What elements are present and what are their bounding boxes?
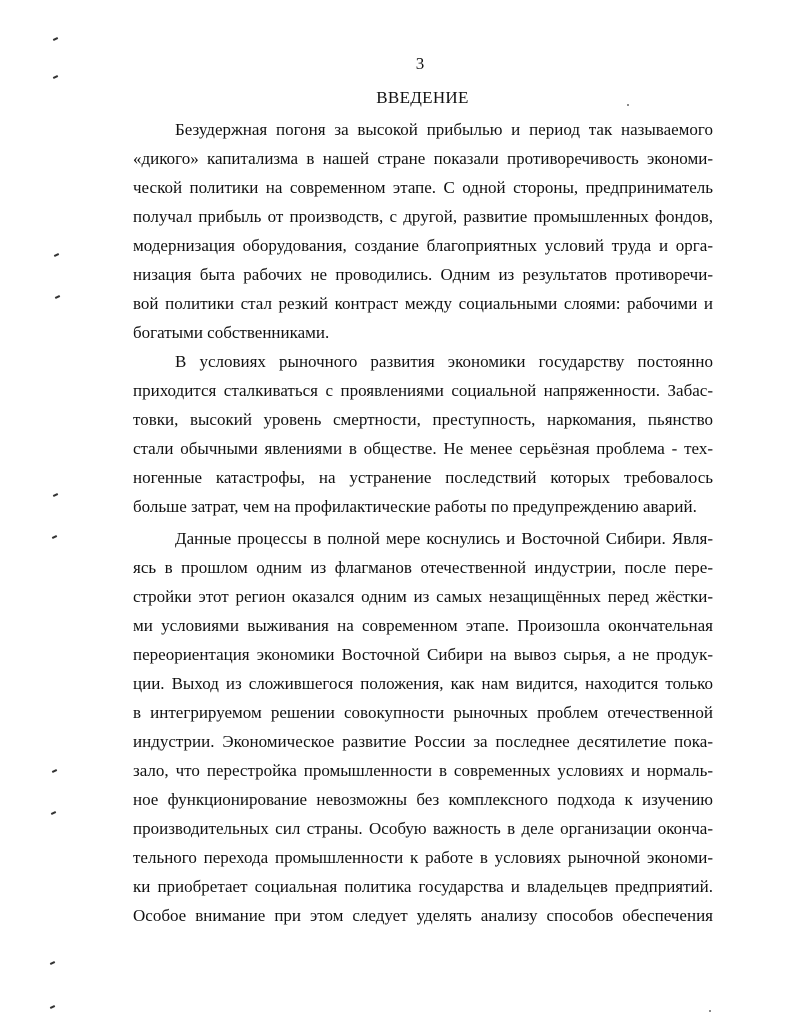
- text-line: производительных сил страны. Особую важность в деле организации оконча-: [133, 819, 713, 838]
- scan-speck: [55, 295, 60, 299]
- text-line: ногенные катастрофы, на устранение последствий которых требовалось: [133, 468, 713, 487]
- scan-speck: [51, 811, 56, 815]
- text-line: ное функционирование невозможны без комплексного подхода к изучению: [133, 790, 713, 809]
- scan-speck: [50, 961, 55, 965]
- page-number: 3: [415, 54, 425, 73]
- text-line: Безудержная погоня за высокой прибылью и период так называемого: [175, 120, 713, 139]
- text-line: тельного перехода промышленности к работе в условиях рыночной экономи-: [133, 848, 713, 867]
- text-line: богатыми собственниками.: [133, 323, 330, 342]
- text-line: стройки этот регион оказался одним из самых незащищённых перед жёстки-: [133, 587, 713, 606]
- text-line: товки, высокий уровень смертности, преступность, наркомания, пьянство: [133, 410, 713, 429]
- text-line: вой политики стал резкий контраст между социальными слоями: рабочими и: [133, 294, 713, 313]
- text-line: зало, что перестройка промышленности в современных условиях и нормаль-: [133, 761, 713, 780]
- scan-speck: [53, 75, 58, 79]
- scan-speck: [54, 253, 59, 257]
- scan-speck: [53, 493, 58, 497]
- text-line: приходится сталкиваться с проявлениями социальной напряженности. Забас-: [133, 381, 713, 400]
- scan-speck: [52, 769, 57, 773]
- text-line: «дикого» капитализма в нашей стране показали противоречивость экономи-: [133, 149, 713, 168]
- text-line: ясь в прошлом одним из флагманов отечественной индустрии, после пере-: [133, 558, 713, 577]
- text-line: ческой политики на современном этапе. С одной стороны, предприниматель: [133, 178, 713, 197]
- scan-speck: [53, 37, 58, 41]
- text-line: низация быта рабочих не проводились. Одним из результатов противоречи-: [133, 265, 713, 284]
- text-line: ции. Выход из сложившегося положения, как нам видится, находится только: [133, 674, 713, 693]
- page-title: ВВЕДЕНИЕ: [376, 88, 469, 107]
- scan-dot: [709, 1010, 711, 1012]
- text-line: Особое внимание при этом следует уделять анализу способов обеспечения: [133, 906, 713, 925]
- text-line: в интегрируемом решении совокупности рыночных проблем отечественной: [133, 703, 713, 722]
- text-line: получал прибыль от производств, с другой, развитие промышленных фондов,: [133, 207, 713, 226]
- text-line: В условиях рыночного развития экономики государству постоянно: [175, 352, 713, 371]
- scan-speck: [52, 535, 57, 539]
- scan-speck: [50, 1005, 55, 1009]
- text-line: стали обычными явлениями в обществе. Не менее серьёзная проблема - тех-: [133, 439, 713, 458]
- text-line: ми условиями выживания на современном этапе. Произошла окончательная: [133, 616, 713, 635]
- text-line: индустрии. Экономическое развитие России за последнее десятилетие пока-: [133, 732, 713, 751]
- text-line: модернизация оборудования, создание благоприятных условий труда и орга-: [133, 236, 713, 255]
- text-line: больше затрат, чем на профилактические работы по предупреждению аварий.: [133, 497, 697, 516]
- text-line: ки приобретает социальная политика государства и владельцев предприятий.: [133, 877, 713, 896]
- text-line: переориентация экономики Восточной Сибири на вывоз сырья, а не продук-: [133, 645, 713, 664]
- text-line: Данные процессы в полной мере коснулись и Восточной Сибири. Явля-: [175, 529, 713, 548]
